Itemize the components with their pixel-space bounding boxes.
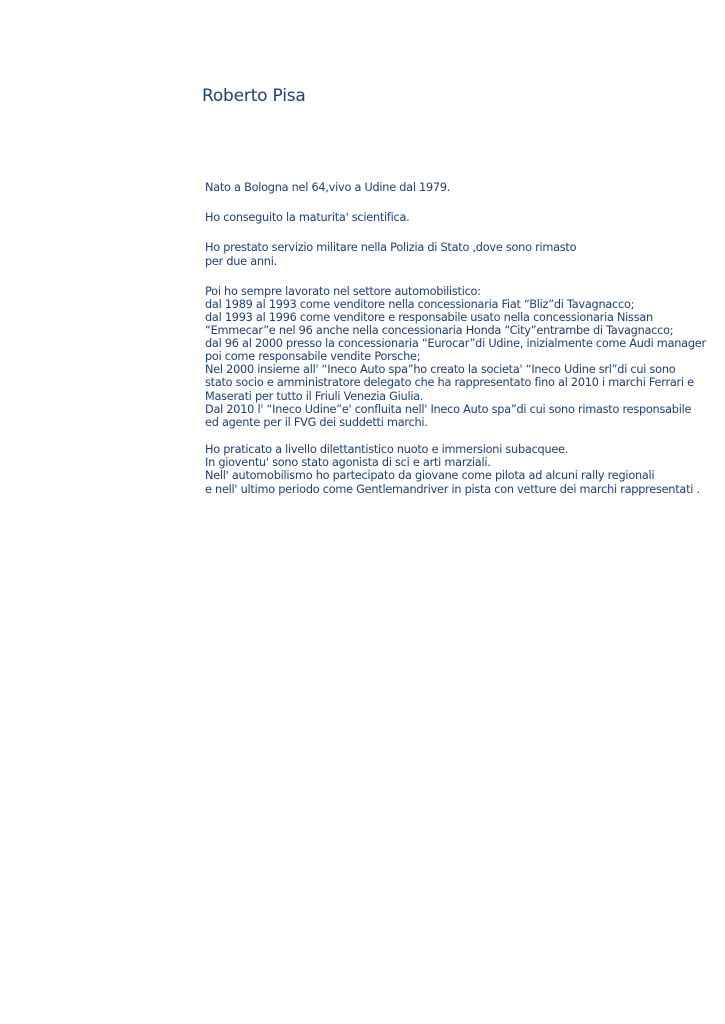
paragraph-career-line: ed agente per il FVG dei suddetti marchi. [205, 416, 428, 429]
paragraph-hobbies-line: Ho praticato a livello dilettantistico nuoto e immersioni subacquee. [205, 443, 569, 456]
paragraph-hobbies-line: Nell' automobilismo ho partecipato da giovane come pilota ad alcuni rally regionali [205, 469, 655, 482]
paragraph-career-line: “Emmecar”e nel 96 anche nella concessionaria Honda “City”entrambe di Tavagnacco; [205, 324, 674, 337]
paragraph-career-line: stato socio e amministratore delegato che ha rappresentato fino al 2010 i marchi Ferrari e [205, 376, 694, 389]
paragraph-education-line: Ho conseguito la maturita' scientifica. [205, 211, 410, 224]
paragraph-career-line: Nel 2000 insieme all' “Ineco Auto spa”ho creato la societa' “Ineco Udine srl”di cui sono [205, 363, 676, 376]
page-title: Roberto Pisa [202, 86, 306, 106]
paragraph-career-line: dal 1989 al 1993 come venditore nella concessionaria Fiat “Bliz”di Tavagnacco; [205, 298, 635, 311]
paragraph-birth-line: Nato a Bologna nel 64,vivo a Udine dal 1979. [205, 181, 451, 194]
paragraph-career-line: poi come responsabile vendite Porsche; [205, 350, 421, 363]
paragraph-military-line: per due anni. [205, 255, 277, 268]
paragraph-career-line: Dal 2010 l' “Ineco Udine”e' confluita nell' Ineco Auto spa”di cui sono rimasto responsabile [205, 403, 692, 416]
paragraph-career-line: Maserati per tutto il Friuli Venezia Giulia. [205, 390, 424, 403]
paragraph-career-line: Poi ho sempre lavorato nel settore automobilistico: [205, 285, 481, 298]
paragraph-career-line: dal 1993 al 1996 come venditore e responsabile usato nella concessionaria Nissan [205, 311, 653, 324]
paragraph-hobbies-line: e nell' ultimo periodo come Gentlemandriver in pista con vetture dei marchi rappresentati . [205, 483, 700, 496]
paragraph-hobbies-line: In gioventu' sono stato agonista di sci e arti marziali. [205, 456, 491, 469]
paragraph-career-line: dal 96 al 2000 presso la concessionaria “Eurocar”di Udine, inizialmente come Audi manager [205, 337, 706, 350]
paragraph-military-line: Ho prestato servizio militare nella Polizia di Stato ,dove sono rimasto [205, 241, 577, 254]
